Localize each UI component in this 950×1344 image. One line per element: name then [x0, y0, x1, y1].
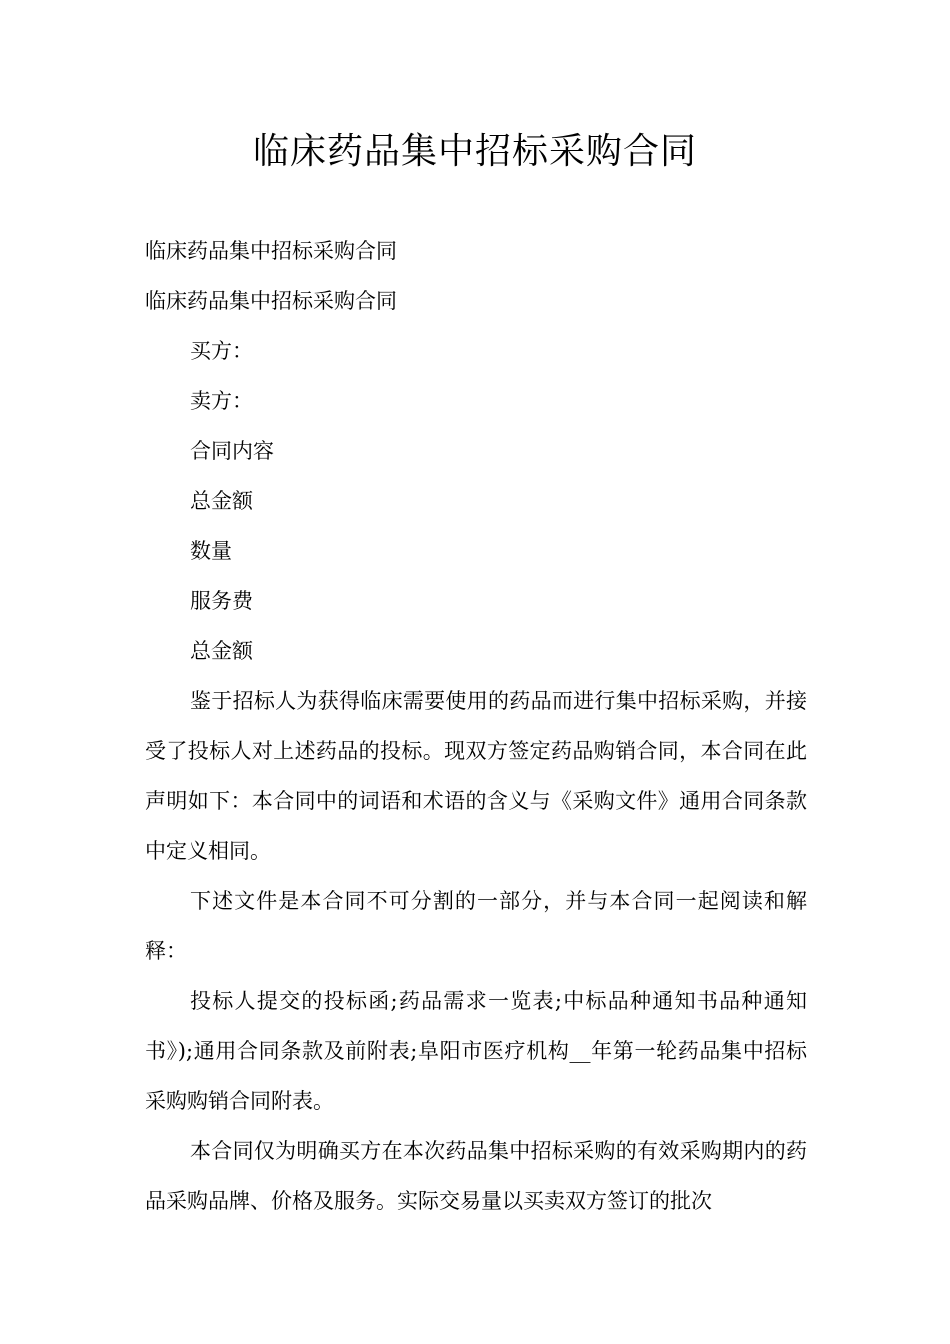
- paragraph: 本合同仅为明确买方在本次药品集中招标采购的有效采购期内的药品采购品牌、价格及服务。实际交易量以买卖双方签订的批次: [145, 1139, 807, 1213]
- paragraph: 数量: [190, 539, 232, 563]
- paragraph: 临床药品集中招标采购合同: [145, 239, 397, 263]
- paragraph: 合同内容: [190, 439, 274, 463]
- document-title: 临床药品集中招标采购合同: [252, 131, 697, 172]
- paragraph: 总金额: [190, 639, 253, 663]
- seller-label: 卖方：: [190, 389, 253, 413]
- paragraph: 下述文件是本合同不可分割的一部分，并与本合同一起阅读和解释：: [145, 889, 807, 963]
- paragraph: 临床药品集中招标采购合同: [145, 289, 397, 313]
- paragraph: 总金额: [190, 489, 253, 513]
- paragraph: 鉴于招标人为获得临床需要使用的药品而进行集中招标采购，并接受了投标人对上述药品的投标。现双方签定药品购销合同，本合同在此声明如下：本合同中的词语和术语的含义与《采购文件》通用合同条款中定义相同。: [145, 689, 807, 863]
- paragraph: 服务费: [190, 589, 253, 613]
- buyer-label: 买方：: [190, 339, 253, 363]
- document-body: [145, 226, 807, 1226]
- paragraph: 投标人提交的投标函;药品需求一览表;中标品种通知书品种通知书》);通用合同条款及前附表;阜阳市医疗机构__年第一轮药品集中招标采购购销合同附表。: [145, 989, 807, 1113]
